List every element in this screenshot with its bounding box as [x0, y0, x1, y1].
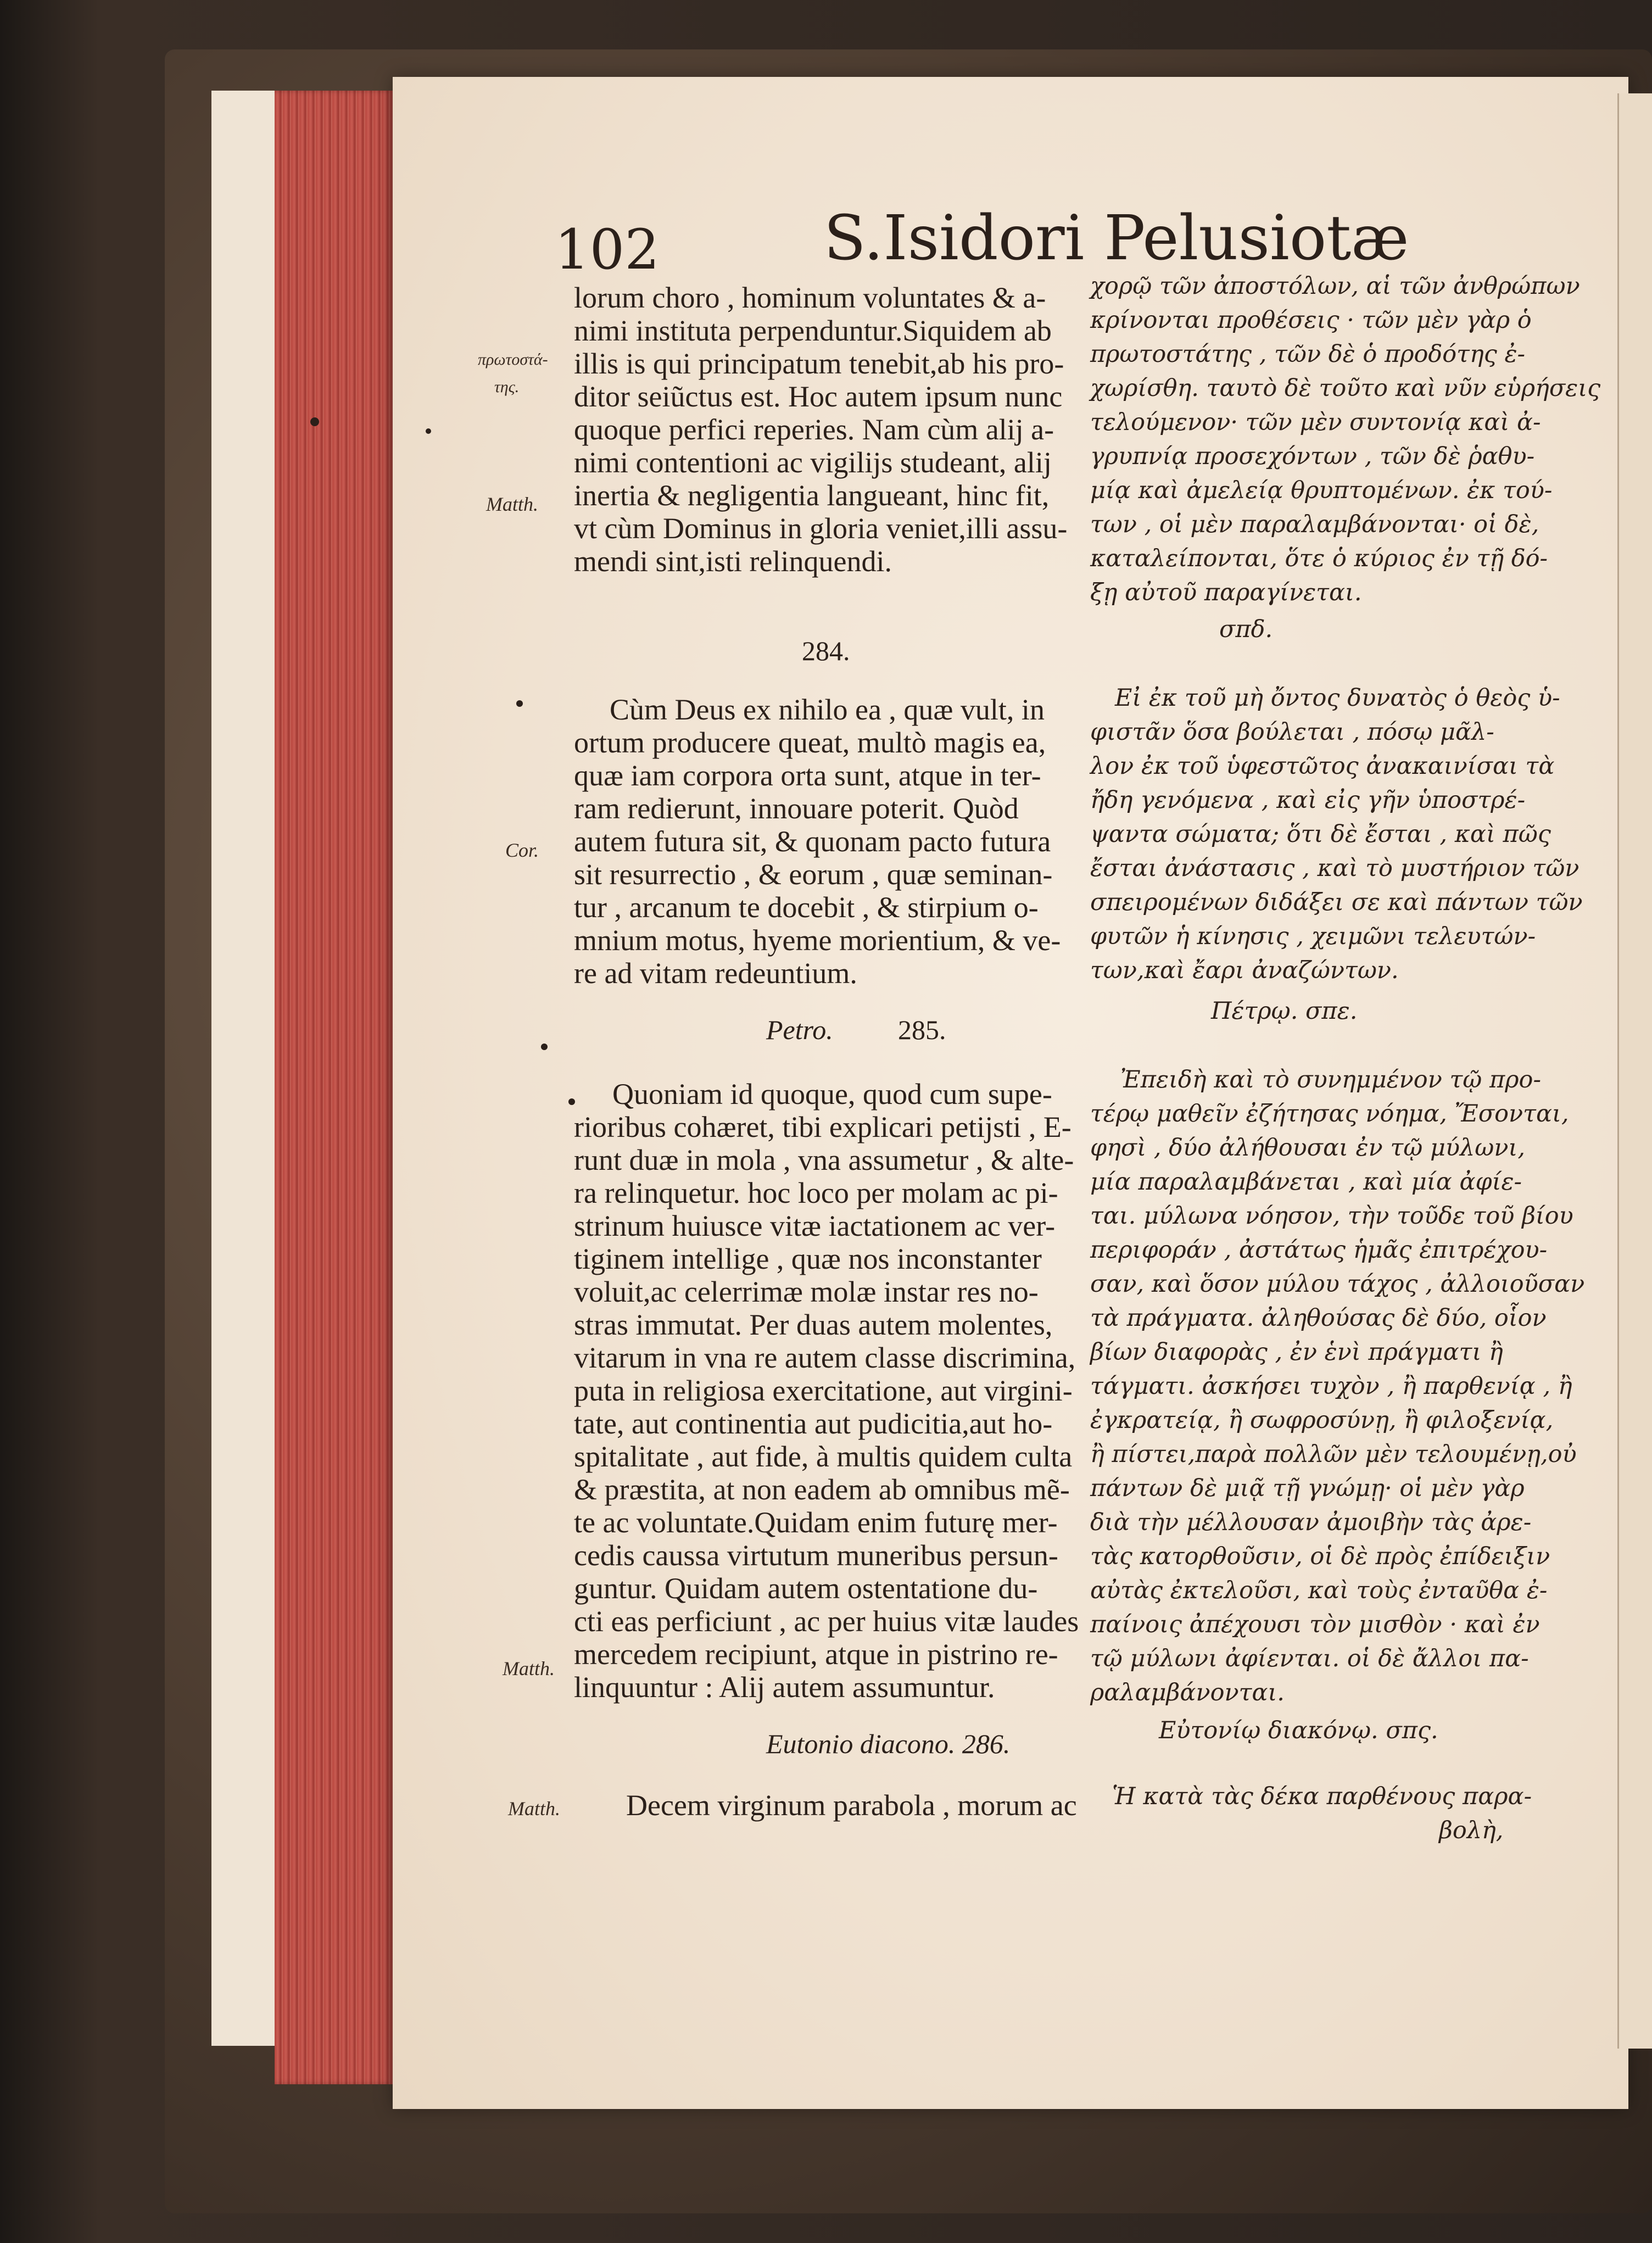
- greek-line: μίᾳ καὶ ἀμελείᾳ θρυπτομένων. ἐκ τού-: [1090, 477, 1553, 504]
- greek-line: ψαντα σώματα; ὅτι δὲ ἔσται , καὶ πῶς: [1090, 821, 1551, 848]
- greek-line: μία παραλαμβάνεται , καὶ μία ἀφίε-: [1090, 1168, 1522, 1196]
- latin-line: quoque perfici reperies. Nam cùm alij a-: [574, 413, 1054, 446]
- latin-line: ram redierunt, innouare poterit. Quòd: [574, 792, 1019, 825]
- greek-line: ραλαμβάνονται.: [1090, 1679, 1285, 1706]
- margin-note-matth-1: Matth.: [486, 493, 538, 515]
- greek-line: τάγματι. ἀσκήσει τυχὸν , ἢ παρθενίᾳ , ἢ: [1090, 1372, 1572, 1400]
- latin-line: strinum huiusce vitæ iactationem ac ver-: [574, 1209, 1056, 1242]
- greek-line: βολὴ,: [1439, 1817, 1504, 1844]
- latin-line: ortum producere queat, multò magis ea,: [574, 726, 1046, 759]
- letter-heading-greek: Εὐτονίῳ διακόνῳ. σπς.: [1159, 1717, 1438, 1744]
- latin-line: runt duæ in mola , vna assumetur , & alte-: [574, 1143, 1074, 1176]
- latin-line: illis is qui principatum tenebit,ab his pro-: [574, 347, 1064, 380]
- margin-note-cor: Cor.: [505, 839, 539, 861]
- latin-line: tur , arcanum te docebit , & stirpium o-: [574, 891, 1039, 924]
- latin-line: voluit,ac celerrimæ molæ instar res no-: [574, 1275, 1039, 1308]
- greek-line: σαν, καὶ ὅσον μύλου τάχος , ἀλλοιοῦσαν: [1090, 1270, 1585, 1298]
- greek-line: φιστᾶν ὅσα βούλεται , πόσῳ μᾶλ-: [1090, 718, 1494, 746]
- latin-line: ditor seiũctus est. Hoc autem ipsum nunc: [574, 380, 1063, 413]
- greek-line: Ἐπειδὴ καὶ τὸ συνημμένον τῷ προ-: [1120, 1066, 1541, 1093]
- greek-line: περιφοράν , ἀστάτως ἡμᾶς ἐπιτρέχου-: [1090, 1236, 1548, 1264]
- latin-line: mendi sint,isti relinquendi.: [574, 545, 892, 578]
- ink-mark: [310, 417, 319, 426]
- greek-line: πάντων δὲ μιᾷ τῇ γνώμῃ· οἱ μὲν γὰρ: [1090, 1475, 1525, 1502]
- latin-line: ra relinquetur. hoc loco per molam ac pi-: [574, 1176, 1058, 1209]
- greek-line: φυτῶν ἡ κίνησις , χειμῶνι τελευτών-: [1090, 923, 1536, 950]
- greek-line: τέρῳ μαθεῖν ἐζήτησας νόημα, Ἔσονται,: [1090, 1100, 1569, 1128]
- greek-line: γρυπνίᾳ προσεχόντων , τῶν δὲ ῥαθυ-: [1090, 443, 1535, 470]
- latin-line: rioribus cohæret, tibi explicari petijsti , E-: [574, 1111, 1071, 1143]
- latin-line: inertia & negligentia langueant, hinc fit,: [574, 479, 1050, 512]
- greek-line: των , οἱ μὲν παραλαμβάνονται· οἱ δὲ,: [1090, 511, 1539, 538]
- margin-note-greek-1: πρωτοστά-: [478, 350, 548, 369]
- ink-mark: [568, 1098, 575, 1105]
- greek-line: τὰς κατορθοῦσιν, οἱ δὲ πρὸς ἐπίδειξιν: [1090, 1543, 1550, 1570]
- greek-line: αὐτὰς ἐκτελοῦσι, καὶ τοὺς ἐνταῦθα ἐ-: [1090, 1577, 1548, 1604]
- margin-note-matth-3: Matth.: [508, 1798, 560, 1820]
- latin-line: lorum choro , hominum voluntates & a-: [574, 281, 1046, 314]
- greek-line: βίων διαφορὰς , ἐν ἑνὶ πράγματι ἢ: [1090, 1338, 1503, 1366]
- latin-line: Cùm Deus ex nihilo ea , quæ vult, in: [610, 693, 1045, 726]
- latin-line: tate, aut continentia aut pudicitia,aut ho-: [574, 1407, 1053, 1440]
- greek-line: φησὶ , δύο ἀλήθουσαι ἐν τῷ μύλωνι,: [1090, 1134, 1526, 1162]
- greek-line: Ἡ κατὰ τὰς δέκα παρθένους παρα-: [1112, 1783, 1532, 1810]
- greek-line: ἢ πίστει,παρὰ πολλῶν μὲν τελουμένῃ,οὐ: [1090, 1441, 1577, 1468]
- latin-line: stras immutat. Per duas autem molentes,: [574, 1308, 1053, 1341]
- margin-note-matth-2: Matth.: [503, 1658, 555, 1680]
- greek-line: χωρίσθη. ταυτὸ δὲ τοῦτο καὶ νῦν εὑρήσεις: [1090, 375, 1601, 402]
- latin-line: Quoniam id quoque, quod cum supe-: [612, 1078, 1052, 1111]
- red-page-edges: [275, 91, 393, 2084]
- letter-number-latin: 285.: [898, 1014, 946, 1045]
- letter-heading-latin: Eutonio diacono. 286.: [766, 1728, 1011, 1759]
- latin-line: mnium motus, hyeme morientium, & ve-: [574, 924, 1061, 957]
- latin-line: te ac voluntate.Quidam enim futurę mer-: [574, 1506, 1058, 1539]
- ink-mark: [541, 1044, 548, 1050]
- greek-line: καταλείπονται, ὅτε ὁ κύριος ἐν τῇ δό-: [1090, 545, 1548, 572]
- latin-line: puta in religiosa exercitatione, aut virgini-: [574, 1374, 1073, 1407]
- greek-line: ἤδη γενόμενα , καὶ εἰς γῆν ὑποστρέ-: [1090, 786, 1526, 814]
- letter-number-greek: σπδ.: [1219, 616, 1273, 643]
- greek-line: διὰ τὴν μέλλουσαν ἀμοιβὴν τὰς ἀρε-: [1090, 1509, 1532, 1536]
- greek-line: ξῃ αὐτοῦ παραγίνεται.: [1090, 579, 1362, 606]
- letter-heading-greek: Πέτρῳ. σπε.: [1211, 997, 1358, 1025]
- greek-line: σπειρομένων διδάξει σε καὶ πάντων τῶν: [1090, 889, 1583, 916]
- greek-line: χορῷ τῶν ἀποστόλων, αἱ τῶν ἀνθρώπων: [1090, 272, 1580, 300]
- running-head-title: S.Isidori Pelusiotæ: [824, 203, 1409, 274]
- greek-line: τελούμενον· τῶν μὲν συντονίᾳ καὶ ἀ-: [1090, 409, 1541, 436]
- latin-line: sit resurrectio , & eorum , quæ seminan-: [574, 858, 1053, 891]
- latin-line: quæ iam corpora orta sunt, atque in ter-: [574, 759, 1041, 792]
- latin-line: re ad vitam redeuntium.: [574, 957, 857, 990]
- ink-mark: [516, 700, 523, 707]
- greek-line: ται. μύλωνα νόησον, τὴν τοῦδε τοῦ βίου: [1090, 1202, 1573, 1230]
- latin-line: vt cùm Dominus in gloria veniet,illi assu-: [574, 512, 1068, 545]
- greek-line: τὰ πράγματα. ἀληθούσας δὲ δύο, οἷον: [1090, 1304, 1547, 1332]
- latin-line: & præstita, at non eadem ab omnibus mẽ-: [574, 1473, 1070, 1506]
- greek-line: των,καὶ ἔαρι ἀναζώντων.: [1090, 957, 1399, 984]
- latin-line: guntur. Quidam autem ostentatione du-: [574, 1572, 1038, 1605]
- greek-line: Εἰ ἐκ τοῦ μὴ ὄντος δυνατὸς ὁ θεὸς ὑ-: [1115, 684, 1560, 712]
- latin-line: nimi contentioni ac vigilijs studeant, alij: [574, 446, 1052, 479]
- margin-note-greek-2: της.: [494, 378, 520, 396]
- latin-line: autem futura sit, & quonam pacto futura: [574, 825, 1051, 858]
- latin-line: nimi instituta perpenduntur.Siquidem ab: [574, 314, 1052, 347]
- greek-line: παίνοις ἀπέχουσι τὸν μισθὸν · καὶ ἐν: [1090, 1611, 1540, 1638]
- greek-line: λον ἐκ τοῦ ὑφεστῶτος ἀνακαινίσαι τὰ: [1090, 752, 1555, 780]
- greek-line: πρωτοστάτης , τῶν δὲ ὁ προδότης ἐ-: [1090, 341, 1526, 368]
- adjacent-page-edge: [1617, 93, 1652, 2049]
- latin-line: cti eas perficiunt , ac per huius vitæ laudes: [574, 1605, 1079, 1638]
- latin-line: spitalitate , aut fide, à multis quidem culta: [574, 1440, 1073, 1473]
- letter-number-latin: 284.: [802, 635, 850, 666]
- latin-line: cedis caussa virtutum muneribus persun-: [574, 1539, 1058, 1572]
- latin-line: Decem virginum parabola , morum ac: [626, 1789, 1077, 1822]
- letter-recipient-latin: Petro.: [766, 1014, 833, 1045]
- ink-mark: [426, 428, 431, 434]
- greek-line: ἐγκρατείᾳ, ἢ σωφροσύνῃ, ἢ φιλοξενίᾳ,: [1090, 1407, 1554, 1434]
- latin-line: mercedem recipiunt, atque in pistrino re-: [574, 1638, 1058, 1671]
- page-number: 102: [555, 217, 660, 282]
- greek-line: τῷ μύλωνι ἀφίενται. οἱ δὲ ἄλλοι πα-: [1090, 1645, 1529, 1672]
- latin-line: tiginem intellige , quæ nos inconstanter: [574, 1242, 1042, 1275]
- greek-line: κρίνονται προθέσεις · τῶν μὲν γὰρ ὁ: [1090, 306, 1532, 334]
- latin-line: linquuntur : Alij autem assumuntur.: [574, 1671, 995, 1704]
- latin-line: vitarum in vna re autem classe discrimina,: [574, 1341, 1076, 1374]
- greek-line: ἔσται ἀνάστασις , καὶ τὸ μυστήριον τῶν: [1090, 855, 1580, 882]
